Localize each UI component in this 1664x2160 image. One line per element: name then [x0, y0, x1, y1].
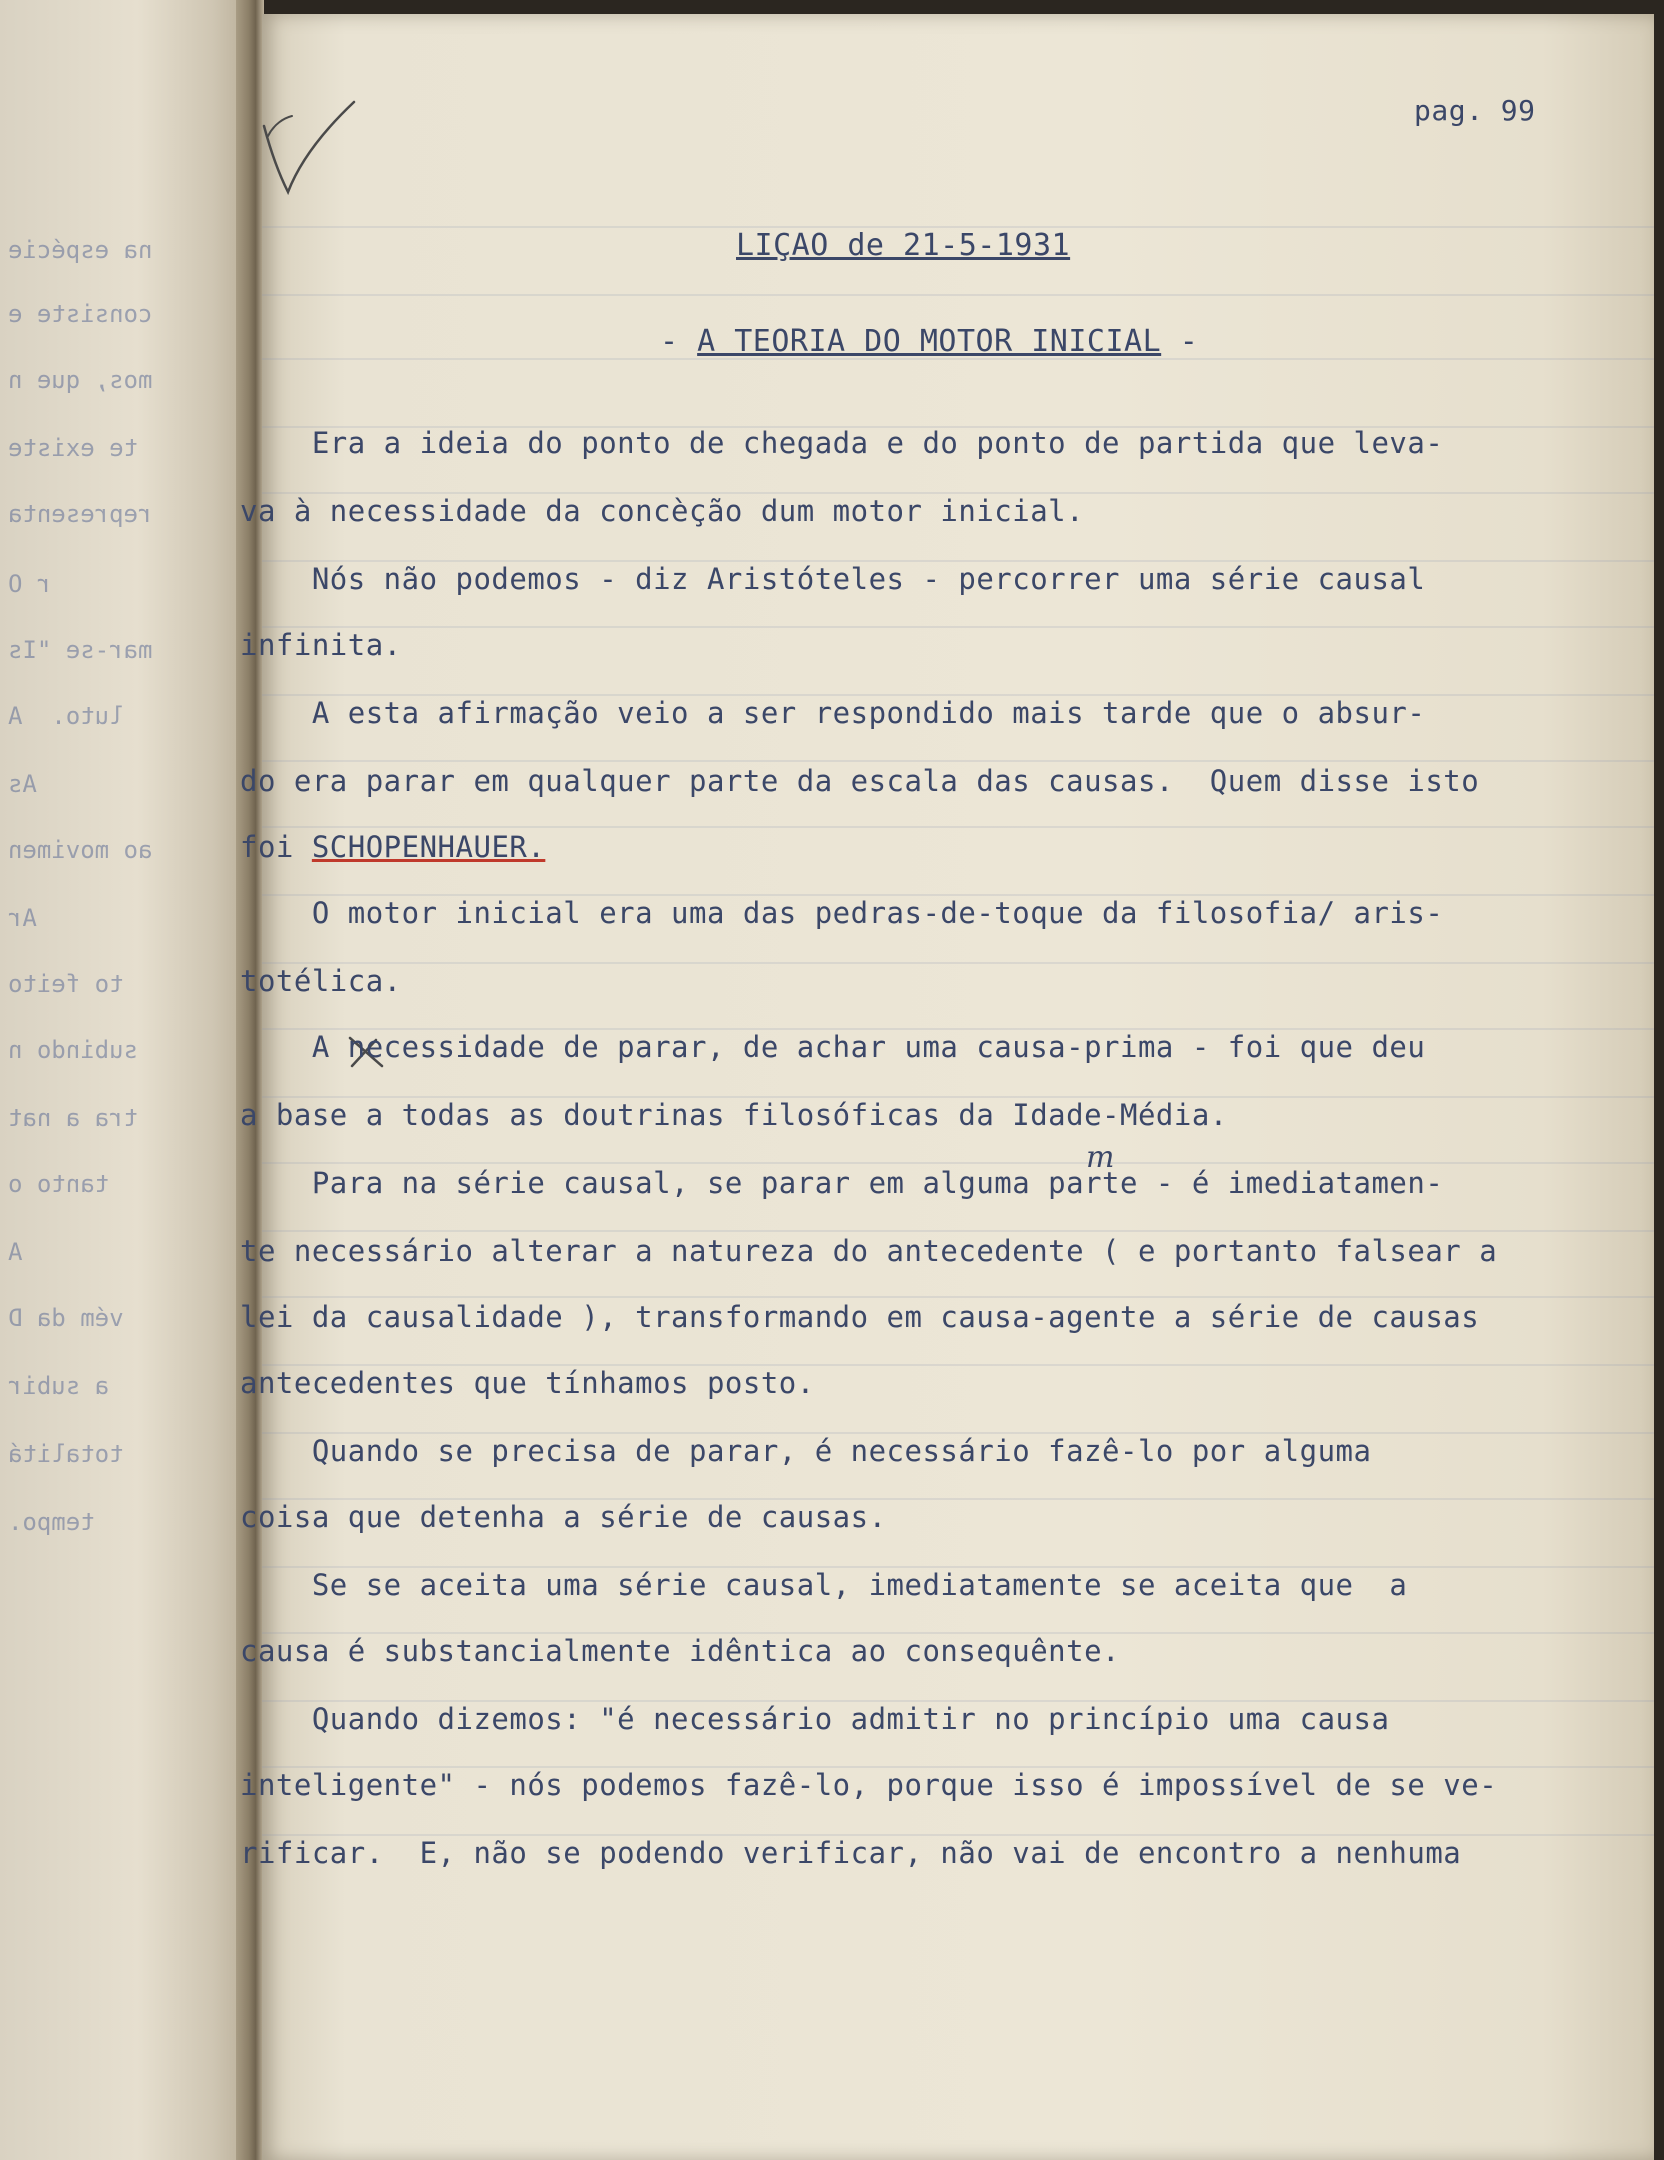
- left-page-line: subindo n: [8, 1036, 139, 1064]
- left-page-line: mos, que n: [8, 366, 153, 394]
- left-page-line: luto. A: [8, 702, 124, 730]
- left-page-line: As: [8, 770, 37, 798]
- left-page-line: r O: [8, 570, 52, 598]
- left-page-line: representa: [8, 500, 153, 528]
- lesson-title: LIÇAO de 21-5-1931: [736, 228, 1071, 263]
- text-line: inteligente" - nós podemos fazê-lo, porque isso é impossível de se ve-: [240, 1768, 1498, 1802]
- left-page-line: A: [8, 1238, 23, 1266]
- text-line: Para na série causal, se parar em alguma parte - é imediatamen-: [240, 1166, 1444, 1200]
- text-line: lei da causalidade ), transformando em causa-agente a série de causas: [240, 1300, 1480, 1334]
- left-page-line: tanto o: [8, 1170, 110, 1198]
- text-line: a base a todas as doutrinas filosóficas da Idade-Média.: [240, 1098, 1228, 1132]
- subtitle-suffix: -: [1161, 324, 1199, 359]
- left-page-line: na espécie: [8, 236, 153, 264]
- highlighted-name: SCHOPENHAUER.: [311, 830, 546, 864]
- text-line: Era a ideia do ponto de chegada e do ponto de partida que leva-: [240, 426, 1444, 460]
- left-page-line: tempo.: [8, 1508, 95, 1536]
- left-page-line: vém da D: [8, 1304, 124, 1332]
- text-line-start: foi: [240, 830, 312, 864]
- handwritten-correction: m: [1086, 1140, 1115, 1175]
- text-line: Nós não podemos - diz Aristóteles - percorrer uma série causal: [240, 562, 1426, 596]
- text-line: A necessidade de parar, de achar uma causa-prima - foi que deu: [240, 1030, 1426, 1064]
- left-page-line: tra a nat: [8, 1104, 139, 1132]
- text-line: rificar. E, não se podendo verificar, não vai de encontro a nenhuma: [240, 1836, 1462, 1870]
- left-page-line: ao movimen: [8, 836, 153, 864]
- text-line: O motor inicial era uma das pedras-de-toque da filosofia/ aris-: [240, 896, 1444, 930]
- text-line: va à necessidade da concèção dum motor inicial.: [240, 494, 1085, 528]
- text-line: do era parar em qualquer parte da escala das causas. Quem disse isto: [240, 764, 1480, 798]
- text-line: A esta afirmação veio a ser respondido mais tarde que o absur-: [240, 696, 1426, 730]
- left-page-line: te existe: [8, 434, 139, 462]
- text-line: coisa que detenha a série de causas.: [240, 1500, 887, 1534]
- text-line: Se se aceita uma série causal, imediatamente se aceita que a: [240, 1568, 1408, 1602]
- text-line: infinita.: [240, 628, 402, 662]
- subtitle-main: A TEORIA DO MOTOR INICIAL: [697, 324, 1162, 359]
- left-page-line: to feito: [8, 970, 124, 998]
- text-line: te necessário alterar a natureza do antecedente ( e portanto falsear a: [240, 1234, 1498, 1268]
- page-number: pag. 99: [1414, 94, 1536, 127]
- text-line: causa é substancialmente idêntica ao consequênte.: [240, 1634, 1121, 1668]
- left-page-line: a subir: [8, 1372, 110, 1400]
- lesson-subtitle: [660, 324, 1260, 359]
- left-page-line: consiste e: [8, 300, 153, 328]
- left-page-line: mar-se "Is: [8, 636, 153, 664]
- text-line: antecedentes que tínhamos posto.: [240, 1366, 815, 1400]
- left-page-line: totalitá: [8, 1440, 124, 1468]
- text-line: Quando dizemos: "é necessário admitir no princípio uma causa: [240, 1702, 1390, 1736]
- text-line: totélica.: [240, 964, 402, 998]
- subtitle-prefix: -: [660, 324, 698, 359]
- left-page-line: Ar: [8, 904, 37, 932]
- text-line: [240, 830, 1660, 864]
- text-line: Quando se precisa de parar, é necessário fazê-lo por alguma: [240, 1434, 1372, 1468]
